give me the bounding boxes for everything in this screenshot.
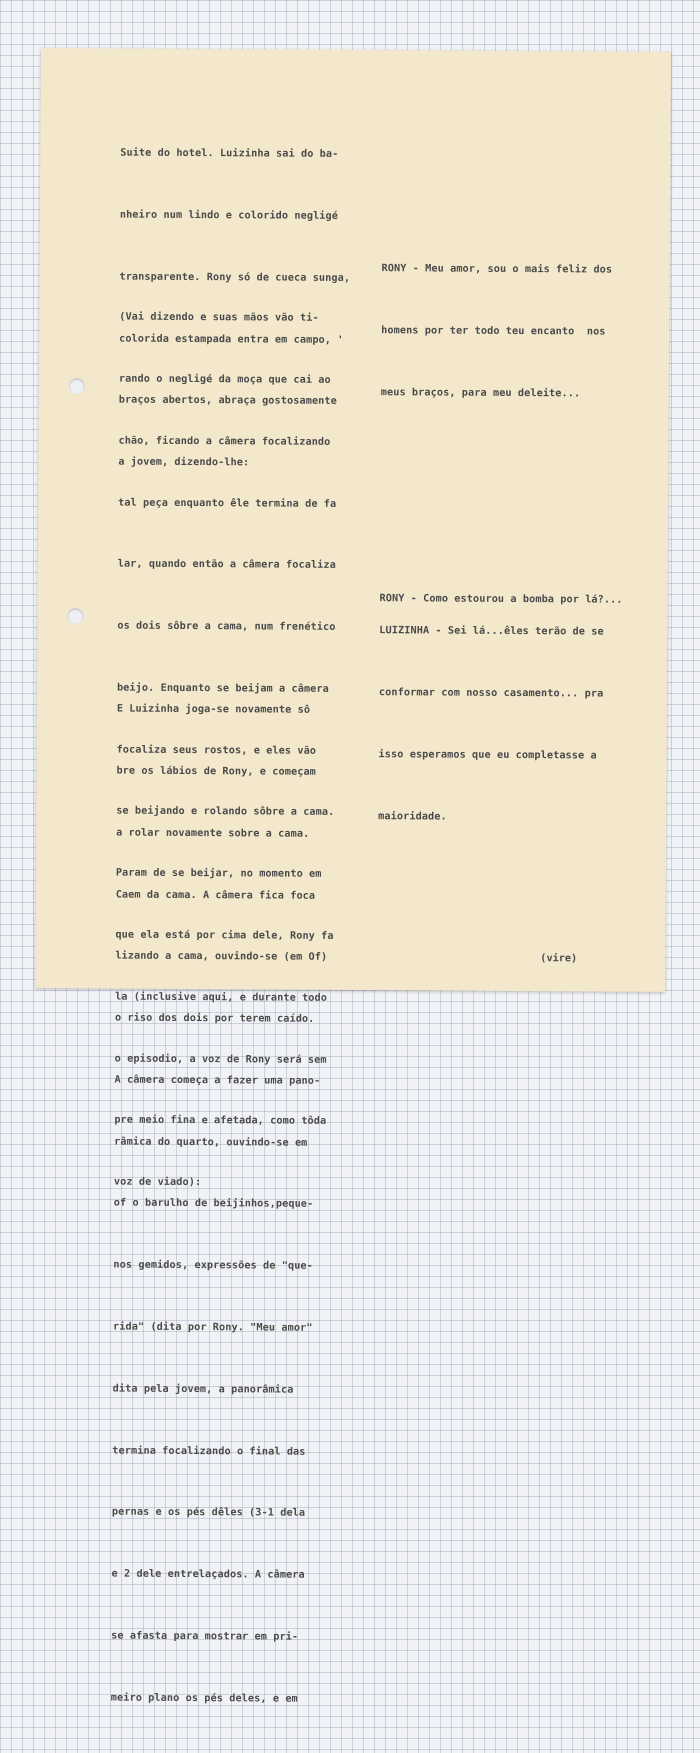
text-line: isso esperamos que eu completasse a	[378, 748, 597, 762]
text-line: rando o negligé da moça que cai ao	[118, 373, 331, 386]
dialogue-rony-1	[380, 218, 612, 446]
text-line: termina focalizando o final das	[112, 1445, 306, 1458]
dialogue-luizinha	[378, 580, 604, 870]
text-line: pre meio fina e afetada, como tôda	[114, 1114, 327, 1128]
text-line: focaliza seus rostos, e eles vão	[116, 744, 317, 757]
text-line: of o barulho de beijinhos,peque-	[113, 1197, 314, 1211]
text-line: Suite do hotel. Luizinha sai do ba-	[120, 147, 339, 161]
text-line: nheiro num lindo e colorido negligé	[119, 209, 339, 222]
text-line: maioridade.	[378, 810, 447, 823]
text-line: E Luizinha joga-se novamente sô	[116, 703, 311, 716]
text-line: homens por ter todo teu encanto nos	[381, 325, 606, 338]
text-line: colorida estampada entra em campo, '	[119, 333, 344, 346]
text-line: Caem da cama. A câmera fica foca	[115, 889, 316, 902]
text-line: râmica do quarto, ouvindo-se em	[114, 1136, 308, 1149]
text-line: a jovem, dizendo-lhe:	[118, 456, 250, 469]
text-line: rida" (dita por Rony. "Meu amor"	[113, 1321, 313, 1334]
text-line: RONY - Como estourou a bomba por lá?...	[379, 593, 623, 606]
text-line: pernas e os pés dêles (3-1 dela	[111, 1506, 306, 1520]
text-line: conformar com nosso casamento... pra	[378, 687, 604, 700]
text-line: voz de viado):	[113, 1176, 202, 1189]
turn-page-note: (vire)	[540, 953, 578, 965]
text-line: o riso dos dois por terem caído.	[114, 1012, 315, 1025]
text-line: beijo. Enquanto se beijam a câmera	[116, 682, 329, 695]
text-line: dita pela jovem, a panorâmica	[112, 1383, 294, 1396]
text-line: tal peça enquanto êle termina de fa	[118, 497, 337, 510]
text-line: os dois sôbre a cama, num frenético	[117, 620, 336, 633]
text-line: se afasta para mostrar em pri-	[111, 1630, 299, 1643]
text-line: A câmera começa a fazer uma pano-	[114, 1074, 321, 1087]
text-line: lar, quando então a câmera focaliza	[117, 558, 336, 572]
text-line: o episodio, a voz de Rony será sem	[114, 1053, 327, 1066]
text-line: la (inclusive aqui, e durante todo	[115, 991, 328, 1004]
typed-page	[35, 48, 671, 1705]
text-line: meiro plano os pés deles, e em	[110, 1692, 298, 1705]
text-line: que ela está por cima dele, Rony fa	[115, 929, 334, 942]
text-line: e 2 dele entrelaçados. A câmera	[111, 1568, 305, 1581]
text-line: chão, ficando a câmera focalizando	[118, 435, 331, 448]
text-line: RONY - Meu amor, sou o mais feliz dos	[381, 263, 613, 276]
text-line: (Vai dizendo e suas mãos vão ti-	[119, 311, 319, 324]
text-line: a rolar novamente sobre a cama.	[116, 827, 310, 840]
text-line: meus braços, para meu deleite...	[380, 386, 581, 400]
text-line: lizando a cama, ouvindo-se (em Of)	[115, 950, 328, 964]
text-line: bre os lábios de Rony, e começam	[116, 765, 316, 778]
text-line: transparente. Rony só de cueca sunga,	[119, 271, 351, 284]
punch-hole	[69, 378, 85, 394]
text-line: braços abertos, abraça gostosamente	[118, 394, 337, 408]
stage-direction-3	[110, 659, 329, 1752]
text-line: Param de se beijar, no momento em	[115, 867, 322, 881]
text-line: LUIZINHA - Sei lá...êles terão de se	[379, 625, 604, 638]
text-line: nos gemidos, expressões de "que-	[113, 1259, 313, 1272]
text-line: se beijando e rolando sôbre a cama.	[116, 805, 335, 819]
punch-hole	[67, 608, 83, 624]
